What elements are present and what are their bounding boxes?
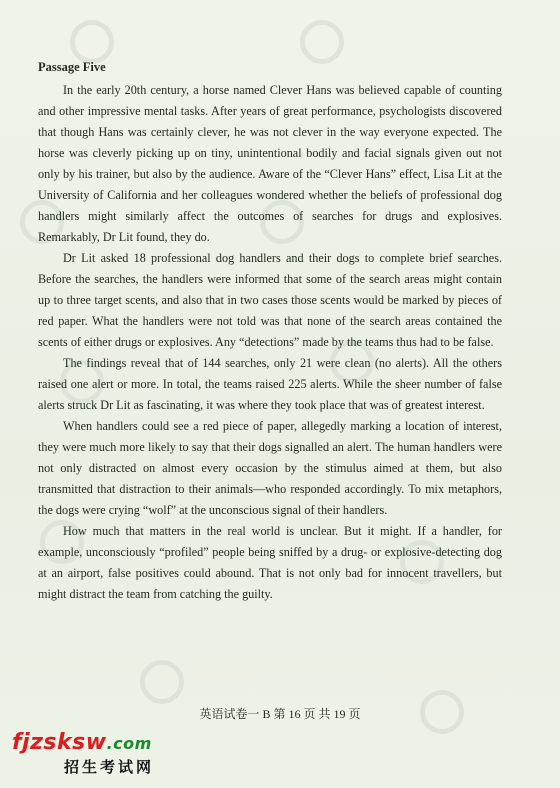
watermark-logo bbox=[140, 660, 190, 704]
logo-tagline: 招生考试网 bbox=[64, 758, 155, 776]
logo-brand-main: fjzsksw bbox=[12, 730, 107, 755]
logo-brand-domain: .com bbox=[106, 734, 152, 753]
paragraph-2: Dr Lit asked 18 professional dog handlers and their dogs to complete brief searches. Before the searches, the handlers were informed that some of the search areas might contain up to three target scents, and also that in two cases those scents would be marked by pieces of red paper. What the handlers were not told was that none of the search areas contained the scents of either drugs or explosives. Any “detections” made by the teams thus had to be false. bbox=[38, 251, 502, 349]
watermark-logo bbox=[70, 20, 120, 64]
passage-body bbox=[38, 80, 502, 605]
page-footer: 英语试卷一 B 第 16 页 共 19 页 bbox=[199, 707, 361, 721]
paragraph-1: In the early 20th century, a horse named Clever Hans was believed capable of counting and other impressive mental tasks. After years of great performance, psychologists discovered that though Hans was certainly clever, he was not clever in the way everyone expected. The horse was cleverly picking up on tiny, unintentional bodily and facial signals given out not only by his trainer, but also by the audience. Aware of the “Clever Hans” effect, Lisa Lit at the University of California and her colleagues wondered whether the beliefs of professional dog handlers might similarly affect the outcomes of searches for drugs and explosives. Remarkably, Dr Lit found, they do. bbox=[38, 83, 502, 244]
watermark-logo bbox=[300, 20, 350, 64]
logo-brand bbox=[12, 730, 152, 755]
paragraph-3: The findings reveal that of 144 searches, only 21 were clean (no alerts). All the others raised one alert or more. In total, the teams raised 225 alerts. While the sheer number of false alerts struck Dr Lit as fascinating, it was where they took place that was of greatest interest. bbox=[38, 356, 502, 412]
passage-title: Passage Five bbox=[38, 60, 106, 74]
paragraph-4: When handlers could see a red piece of paper, allegedly marking a location of interest, they were much more likely to say that their dogs signalled an alert. The human handlers were not only distracted on almost every occasion by the stimulus aimed at them, but also transmitted that distraction to their animals—who responded accordingly. To mix metaphors, the dogs were crying “wolf” at the unconscious signal of their handlers. bbox=[38, 419, 502, 517]
paragraph-5: How much that matters in the real world is unclear. But it might. If a handler, for example, unconsciously “profiled” people being sniffed by a drug- or explosive-detecting dog at an airport, false positives could abound. That is not only bad for innocent travellers, but might distract the team from catching the guilty. bbox=[38, 524, 502, 601]
site-logo bbox=[12, 730, 155, 776]
